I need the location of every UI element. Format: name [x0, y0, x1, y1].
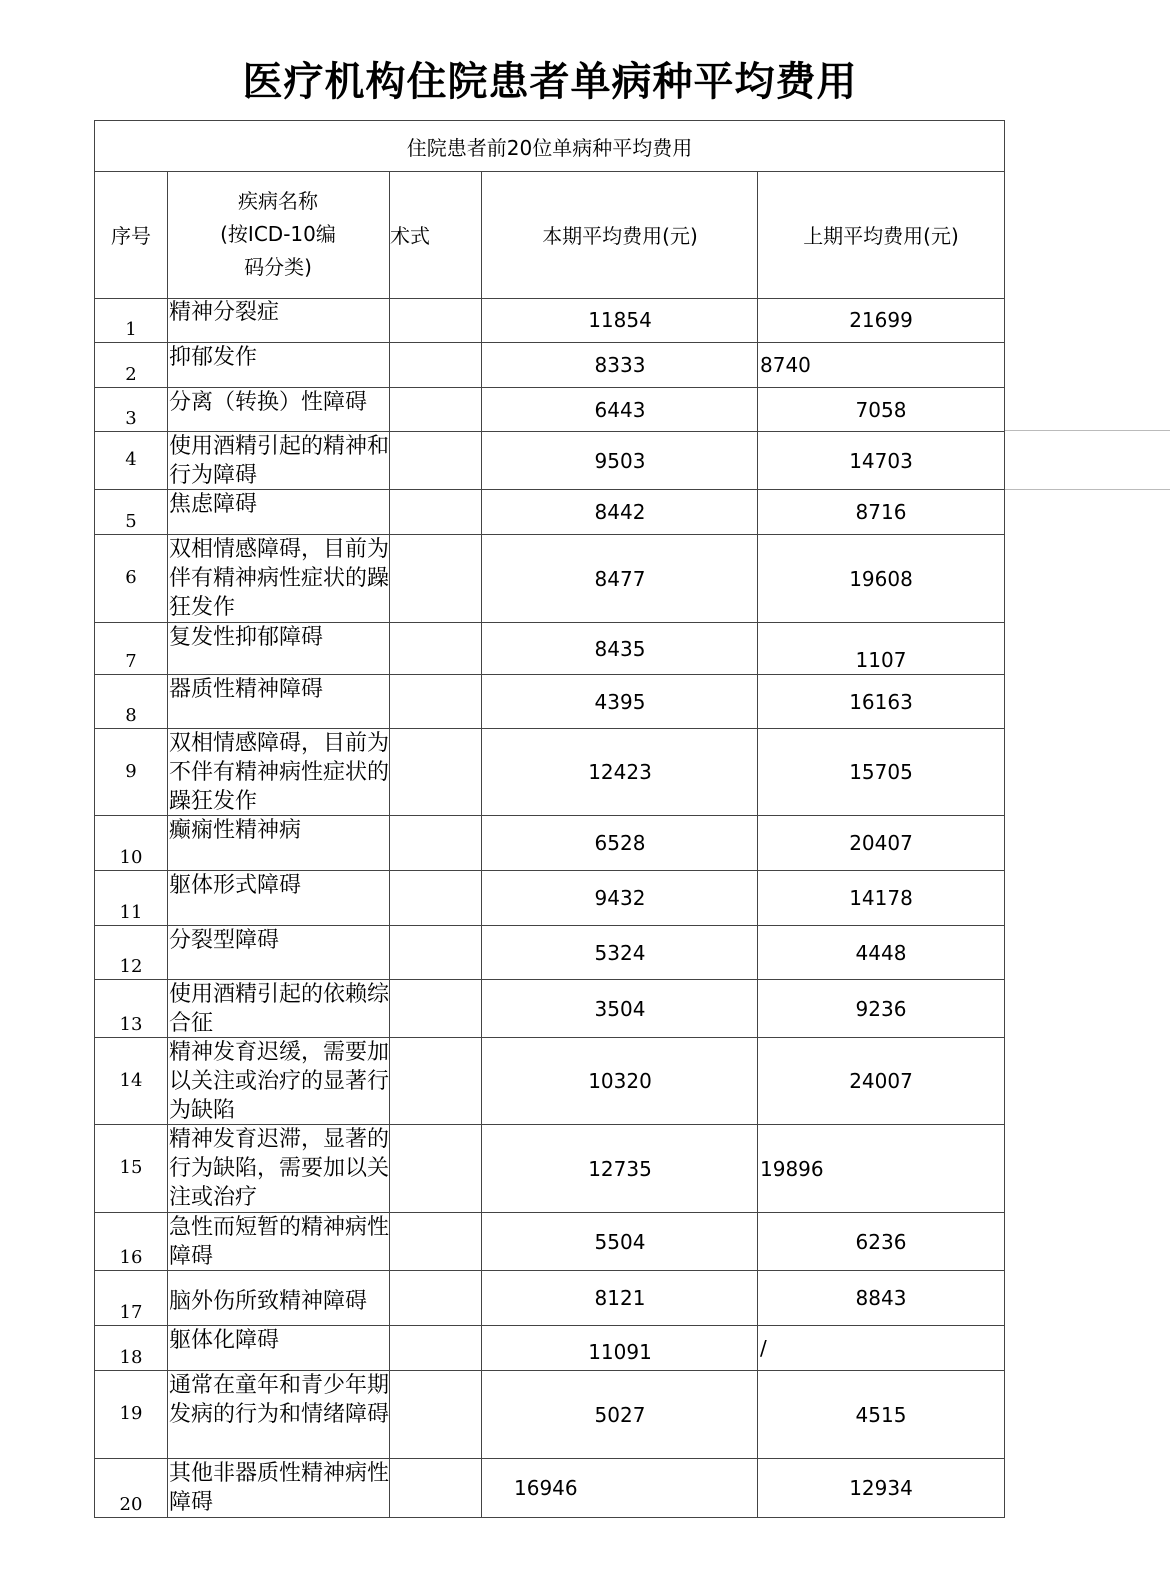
- row-disease-name: 精神发育迟缓，需要加以关注或治疗的显著行为缺陷: [169, 1040, 390, 1123]
- row-disease-name: 器质性精神障碍: [169, 677, 324, 702]
- table-row: [95, 1326, 1004, 1371]
- table-row: [95, 816, 1004, 871]
- divider: [1004, 489, 1170, 490]
- header-name-line: 码分类): [244, 255, 312, 279]
- table-row: [95, 1213, 1004, 1271]
- row-no: 4: [125, 449, 137, 470]
- table-row: [95, 1271, 1004, 1326]
- row-current-cost: 12735: [588, 1156, 652, 1181]
- row-current-cost: 12423: [588, 760, 652, 784]
- row-disease-name: 分离（转换）性障碍: [169, 390, 368, 415]
- row-previous-cost: 8716: [855, 500, 907, 524]
- table-row: [95, 343, 1004, 388]
- row-no: 2: [125, 364, 137, 385]
- row-current-cost: 16946: [514, 1476, 578, 1500]
- row-current-cost: 8435: [594, 636, 646, 661]
- row-previous-cost: 4515: [855, 1402, 907, 1427]
- row-previous-cost: 8740: [760, 353, 811, 377]
- row-no: 9: [125, 760, 137, 782]
- row-current-cost: 4395: [594, 689, 646, 714]
- row-no: 15: [119, 1157, 143, 1178]
- row-current-cost: 5027: [594, 1402, 646, 1427]
- row-no: 12: [119, 956, 143, 977]
- row-previous-cost: 21699: [849, 308, 913, 332]
- row-no: 3: [125, 408, 137, 429]
- row-no: 17: [119, 1302, 143, 1323]
- row-current-cost: 5324: [594, 940, 646, 965]
- row-disease-name: 躯体形式障碍: [169, 873, 302, 898]
- row-previous-cost: 19608: [849, 566, 913, 591]
- header-operation: 术式: [390, 171, 482, 299]
- row-previous-cost: 8843: [855, 1286, 907, 1310]
- table-row: [95, 1038, 1004, 1125]
- row-disease-name: 焦虑障碍: [169, 492, 258, 517]
- row-current-cost: 8121: [594, 1286, 646, 1310]
- header-no: 序号: [95, 171, 167, 299]
- row-no: 8: [125, 705, 137, 726]
- row-previous-cost: /: [760, 1336, 767, 1360]
- row-no: 13: [119, 1014, 143, 1035]
- row-current-cost: 8477: [594, 566, 646, 591]
- row-current-cost: 8333: [594, 353, 646, 377]
- row-disease-name: 脑外伤所致精神障碍: [169, 1289, 368, 1314]
- table-row: [95, 871, 1004, 926]
- row-no: 19: [119, 1403, 143, 1424]
- table-row: [95, 298, 1004, 343]
- table-row: [95, 980, 1004, 1038]
- row-no: 18: [119, 1347, 143, 1368]
- row-current-cost: 11091: [588, 1340, 652, 1364]
- row-disease-name: 复发性抑郁障碍: [169, 625, 324, 650]
- row-current-cost: 11854: [588, 308, 652, 332]
- table-row: [95, 1125, 1004, 1213]
- table-row: [95, 926, 1004, 980]
- row-previous-cost: 19896: [760, 1156, 824, 1181]
- row-no: 7: [125, 651, 137, 672]
- table-row: [95, 388, 1004, 432]
- row-current-cost: 3504: [594, 996, 646, 1021]
- row-current-cost: 6528: [594, 831, 646, 855]
- row-previous-cost: 6236: [855, 1229, 907, 1254]
- row-previous-cost: 16163: [849, 689, 913, 714]
- divider: [1004, 430, 1170, 431]
- table-caption: 住院患者前20位单病种平均费用: [95, 121, 1004, 172]
- row-disease-name: 其他非器质性精神病性障碍: [169, 1461, 390, 1515]
- row-no: 1: [125, 319, 137, 340]
- row-disease-name: 分裂型障碍: [169, 928, 280, 953]
- row-no: 14: [119, 1069, 143, 1091]
- row-previous-cost: 12934: [849, 1476, 913, 1500]
- row-disease-name: 躯体化障碍: [169, 1328, 280, 1353]
- row-previous-cost: 14703: [849, 448, 913, 473]
- table-row: [95, 432, 1004, 490]
- row-disease-name: 癫痫性精神病: [169, 818, 302, 843]
- table-row: [95, 1459, 1004, 1517]
- row-disease-name: 精神分裂症: [169, 300, 280, 325]
- row-previous-cost: 1107: [855, 648, 907, 672]
- table-row: [95, 490, 1004, 535]
- header-name-line: (按ICD-10编: [220, 222, 336, 246]
- table-row: [95, 535, 1004, 623]
- row-previous-cost: 9236: [855, 996, 907, 1021]
- row-current-cost: 9503: [594, 448, 646, 473]
- row-current-cost: 5504: [594, 1229, 646, 1254]
- row-current-cost: 6443: [594, 397, 646, 422]
- row-disease-name: 精神发育迟滞，显著的行为缺陷，需要加以关注或治疗: [169, 1127, 390, 1210]
- row-disease-name: 抑郁发作: [169, 345, 258, 370]
- cost-table: [94, 120, 1005, 1518]
- header-current-cost: 本期平均费用(元): [482, 171, 758, 299]
- header-previous-cost: 上期平均费用(元): [758, 171, 1004, 299]
- row-no: 6: [125, 567, 137, 588]
- row-previous-cost: 14178: [849, 886, 913, 910]
- row-previous-cost: 20407: [849, 831, 913, 855]
- row-current-cost: 9432: [594, 886, 646, 910]
- table-row: [95, 729, 1004, 816]
- row-no: 5: [125, 511, 137, 532]
- row-previous-cost: 4448: [855, 940, 907, 965]
- row-current-cost: 8442: [594, 500, 646, 524]
- row-disease-name: 急性而短暂的精神病性障碍: [169, 1215, 390, 1269]
- table-row: [95, 623, 1004, 675]
- row-previous-cost: 7058: [855, 397, 907, 422]
- row-disease-name: 使用酒精引起的依赖综合征: [169, 982, 390, 1036]
- row-no: 16: [119, 1247, 143, 1268]
- row-disease-name: 使用酒精引起的精神和行为障碍: [169, 434, 390, 488]
- row-current-cost: 10320: [588, 1069, 652, 1093]
- table-row: [95, 1371, 1004, 1459]
- table-row: [95, 675, 1004, 729]
- row-disease-name: 通常在童年和青少年期发病的行为和情绪障碍: [169, 1373, 390, 1427]
- row-previous-cost: 15705: [849, 760, 913, 784]
- row-disease-name: 双相情感障碍，目前为伴有精神病性症状的躁狂发作: [169, 537, 390, 620]
- row-no: 10: [119, 847, 143, 868]
- header-name-line: 疾病名称: [238, 189, 318, 213]
- row-no: 11: [119, 902, 143, 923]
- row-disease-name: 双相情感障碍，目前为不伴有精神病性症状的躁狂发作: [169, 731, 390, 814]
- header-disease-name: [167, 171, 389, 299]
- page-title: 医疗机构住院患者单病种平均费用: [242, 59, 858, 105]
- row-no: 20: [119, 1494, 143, 1515]
- row-previous-cost: 24007: [849, 1069, 913, 1093]
